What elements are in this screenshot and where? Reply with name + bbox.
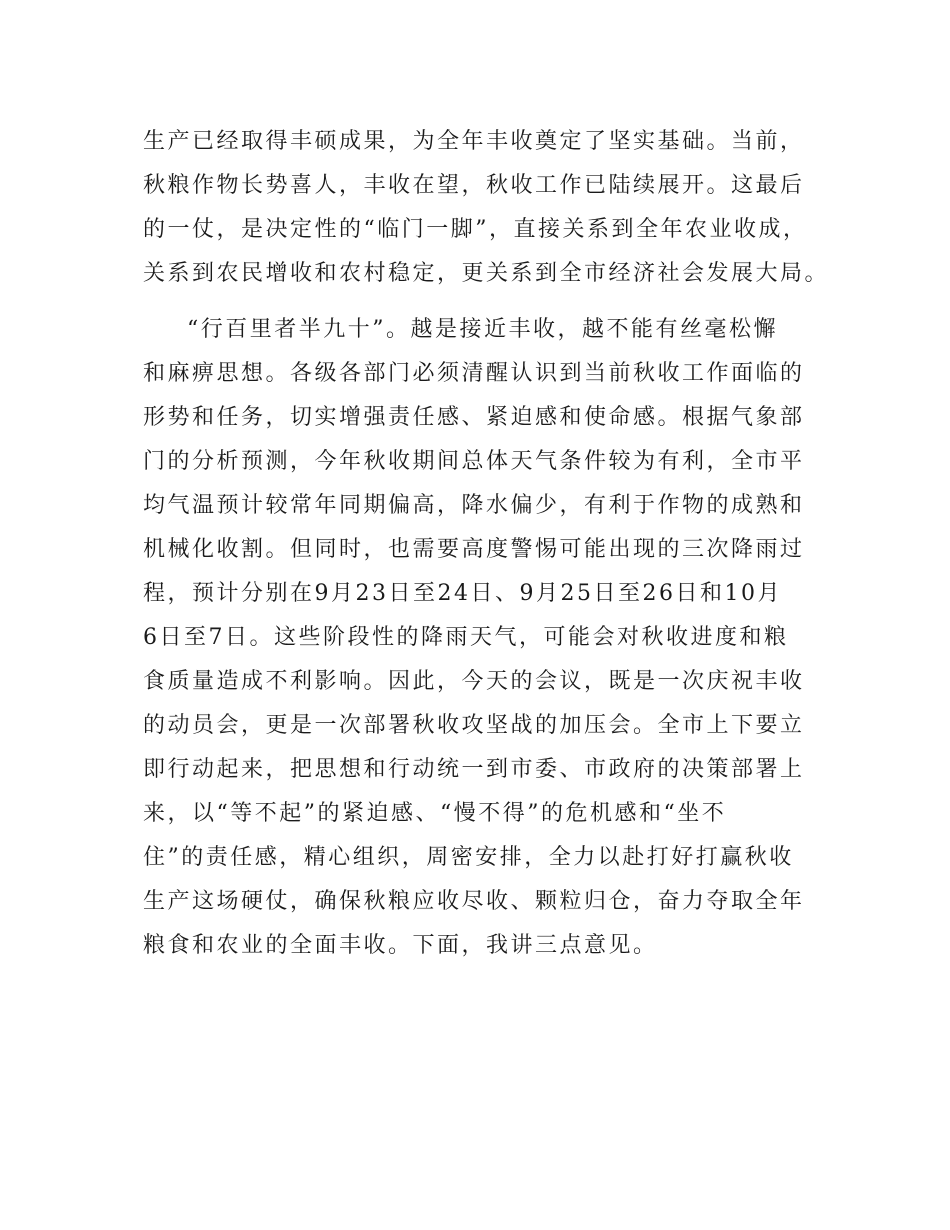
- paragraph-line: 和麻痹思想。各级各部门必须清醒认识到当前秋收工作面临的: [143, 361, 805, 386]
- paragraph-line: 程，预计分别在9月23日至24日、9月25日至26日和10月: [143, 581, 782, 606]
- paragraph-line: 来，以“等不起”的紧迫感、“慢不得”的危机感和“坐不: [143, 801, 727, 826]
- paragraph-line: 门的分析预测，今年秋收期间总体天气条件较为有利，全市平: [143, 449, 805, 474]
- paragraph-line: “行百里者半九十”。越是接近丰收，越不能有丝毫松懈: [187, 317, 778, 342]
- paragraph-line: 即行动起来，把思想和行动统一到市委、市政府的决策部署上: [143, 757, 805, 782]
- paragraph-line: 秋粮作物长势喜人，丰收在望，秋收工作已陆续展开。这最后: [143, 173, 805, 198]
- paragraph-line: 6日至7日。这些阶段性的降雨天气，可能会对秋收进度和粮: [143, 625, 789, 650]
- paragraph-line: 均气温预计较常年同期偏高，降水偏少，有利于作物的成熟和: [143, 493, 805, 518]
- paragraph-line: 生产这场硬仗，确保秋粮应收尽收、颗粒归仓，奋力夺取全年: [143, 889, 805, 914]
- paragraph-line: 食质量造成不利影响。因此，今天的会议，既是一次庆祝丰收: [143, 669, 805, 694]
- paragraph-1: [143, 120, 830, 296]
- paragraph-line: 机械化收割。但同时，也需要高度警惕可能出现的三次降雨过: [143, 537, 805, 562]
- paragraph-line: 住”的责任感，精心组织，周密安排，全力以赴打好打赢秋收: [143, 845, 794, 870]
- document-body: [143, 120, 830, 968]
- paragraph-spacer: [143, 296, 823, 308]
- paragraph-line: 形势和任务，切实增强责任感、紧迫感和使命感。根据气象部: [143, 405, 805, 430]
- paragraph-2: [143, 308, 823, 968]
- paragraph-line: 的一仗，是决定性的“临门一脚”，直接关系到全年农业收成，: [143, 217, 808, 242]
- paragraph-line: 关系到农民增收和农村稳定，更关系到全市经济社会发展大局。: [143, 261, 830, 286]
- paragraph-line: 的动员会，更是一次部署秋收攻坚战的加压会。全市上下要立: [143, 713, 805, 738]
- paragraph-line: 粮食和农业的全面丰收。下面，我讲三点意见。: [143, 933, 658, 958]
- paragraph-line: 生产已经取得丰硕成果，为全年丰收奠定了坚实基础。当前，: [143, 129, 805, 154]
